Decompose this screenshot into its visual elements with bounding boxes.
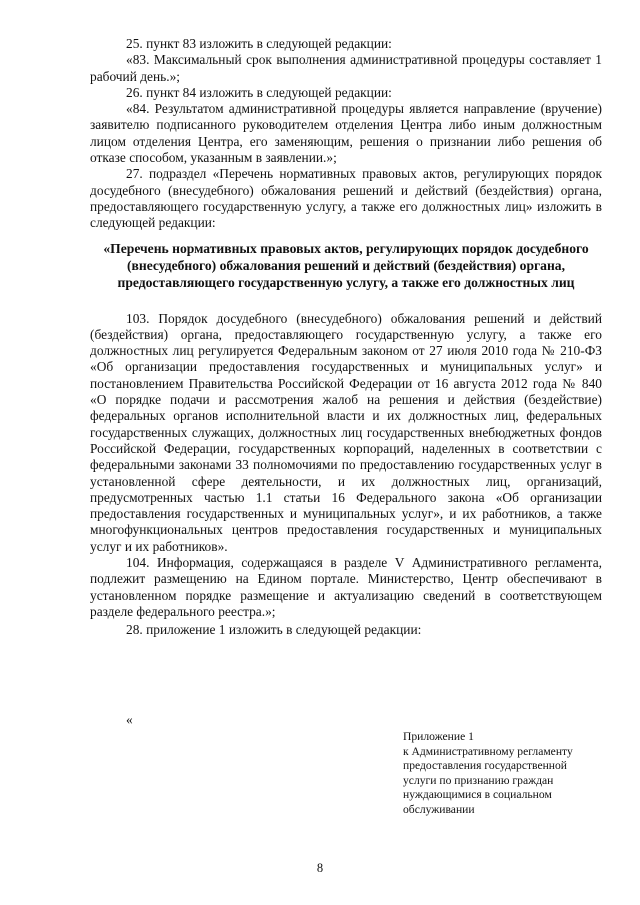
appendix-line-6: обслуживании	[403, 802, 475, 816]
appendix-line-5: нуждающимися в социальном	[403, 788, 552, 802]
appendix-line-2: к Административному регламенту	[403, 744, 573, 758]
appendix-header	[403, 730, 613, 818]
appendix-line-3: предоставления государственной	[403, 759, 567, 773]
paragraph-26: 26. пункт 84 изложить в следующей редакции:	[126, 84, 392, 100]
paragraph-104: 104. Информация, содержащаяся в разделе V Административного регламента, подлежит размещению на Едином портале. Министерство, Центр обеспечивают в установленном порядке размещение и актуализацию сведений в соответствующем разделе федерального реестра.»;	[90, 555, 602, 619]
paragraph-84-text: «84. Результатом административной процедуры является направление (вручение) заявителю подписанного руководителем отделения Центра либо иным должностным лицом отделения Центра, его заменяющим, решения о признании либо решения об отказе способом, указанным в заявлении.»;	[90, 101, 602, 166]
paragraph-83-text: «83. Максимальный срок выполнения административной процедуры составляет 1 рабочий день.»;	[90, 52, 602, 84]
paragraph-25: 25. пункт 83 изложить в следующей редакции:	[126, 36, 392, 51]
page-number: 8	[316, 861, 324, 875]
paragraph-28: 28. приложение 1 изложить в следующей редакции:	[126, 622, 422, 638]
appendix-line-4: услуги по признанию граждан	[403, 773, 554, 787]
paragraph-103: 103. Порядок досудебного (внесудебного) обжалования решений и действий (бездействия) органа, предоставляющего государственную услугу, а также его должностных лиц регулируется Федеральным законом от 27 июля 2010 года № 210-ФЗ «Об организации предоставления государственных и муниципальных услуг» и постановлением Правительства Российской Федерации от 16 августа 2012 года № 840 «О порядке подачи и рассмотрения жалоб на решения и действия (бездействие) федеральных органов исполнительной власти и их должностных лиц, федеральных государственных служащих, должностных лиц государственных внебюджетных фондов Российской Федерации, государственных корпораций, наделенных в соответствии с федеральными законами 33 полномочиями по предоставлению государственных услуг в установленной сфере деятельности, и их должностных лиц, организаций, предусмотренных частью 1.1 статьи 16 Федерального закона «Об организации предоставления государственных и муниципальных услуг», и их работников, а также многофункциональных центров предоставления государственных и муниципальных услуг и их работников».	[90, 310, 602, 554]
paragraph-27: 27. подраздел «Перечень нормативных правовых актов, регулирующих порядок досудебного (внесудебного) обжалования решений и действий (бездействия) органа, предоставляющего государственную услугу, а также его должностных лиц» изложить в следующей редакции:	[90, 166, 602, 231]
appendix-line-1: Приложение 1	[403, 730, 474, 743]
section-heading: «Перечень нормативных правовых актов, регулирующих порядок досудебного (внесудебного) обжалования решений и действий (бездействия) органа, предоставляющего государственную услугу, а также его должностных лиц	[103, 240, 589, 290]
opening-quote: «	[126, 712, 133, 727]
